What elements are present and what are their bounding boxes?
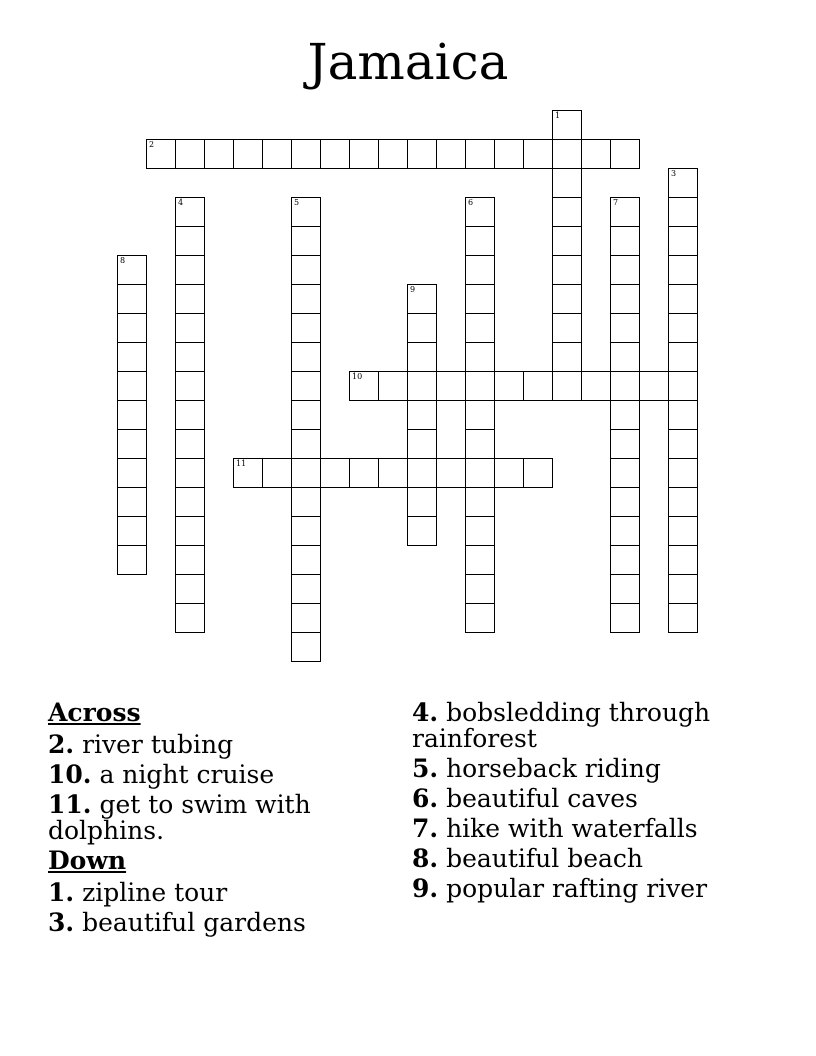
grid-cell[interactable] xyxy=(465,603,495,633)
grid-cell[interactable] xyxy=(465,574,495,604)
grid-cell[interactable] xyxy=(436,458,466,488)
clue-3-down xyxy=(48,910,348,936)
grid-cell[interactable] xyxy=(523,458,553,488)
grid-cell[interactable] xyxy=(175,284,205,314)
grid-cell[interactable] xyxy=(465,458,495,488)
grid-cell[interactable] xyxy=(291,197,321,227)
grid-cell[interactable] xyxy=(407,342,437,372)
grid-cell[interactable] xyxy=(117,458,147,488)
grid-cell[interactable] xyxy=(668,226,698,256)
grid-cell[interactable] xyxy=(465,284,495,314)
grid-cell[interactable] xyxy=(668,516,698,546)
clue-text: river tubing xyxy=(82,730,234,759)
grid-cell[interactable] xyxy=(175,400,205,430)
grid-cell[interactable] xyxy=(494,139,524,169)
clue-text: beautiful beach xyxy=(446,844,644,873)
grid-cell[interactable] xyxy=(552,110,582,140)
grid-cell[interactable] xyxy=(349,371,379,401)
grid-cell[interactable] xyxy=(407,516,437,546)
grid-cell[interactable] xyxy=(610,197,640,227)
grid-cell[interactable] xyxy=(175,574,205,604)
grid-cell[interactable] xyxy=(291,603,321,633)
grid-cell[interactable] xyxy=(117,342,147,372)
grid-cell[interactable] xyxy=(291,284,321,314)
grid-cell[interactable] xyxy=(175,516,205,546)
grid-cell[interactable] xyxy=(175,342,205,372)
clue-number: 5. xyxy=(412,754,439,783)
clue-text: hike with waterfalls xyxy=(446,814,698,843)
across-clue-list xyxy=(48,732,348,844)
grid-cell[interactable] xyxy=(117,516,147,546)
grid-cell[interactable] xyxy=(262,139,292,169)
grid-cell[interactable] xyxy=(291,371,321,401)
cell-number: 6 xyxy=(468,198,474,207)
grid-cell[interactable] xyxy=(175,197,205,227)
clue-number: 2. xyxy=(48,730,75,759)
grid-cell[interactable] xyxy=(117,545,147,575)
grid-cell[interactable] xyxy=(610,139,640,169)
grid-cell[interactable] xyxy=(465,313,495,343)
grid-cell[interactable] xyxy=(668,545,698,575)
page-title: Jamaica xyxy=(307,33,509,91)
grid-cell[interactable] xyxy=(378,458,408,488)
clue-11-across xyxy=(48,792,348,844)
grid-cell[interactable] xyxy=(465,371,495,401)
grid-cell[interactable] xyxy=(610,226,640,256)
grid-cell[interactable] xyxy=(175,429,205,459)
grid-cell[interactable] xyxy=(465,139,495,169)
grid-cell[interactable] xyxy=(465,545,495,575)
grid-cell[interactable] xyxy=(291,313,321,343)
grid-cell[interactable] xyxy=(175,226,205,256)
grid-cell[interactable] xyxy=(523,139,553,169)
clue-number: 9. xyxy=(412,874,439,903)
grid-cell[interactable] xyxy=(668,197,698,227)
clue-8-down xyxy=(412,846,732,872)
grid-cell[interactable] xyxy=(465,255,495,285)
grid-cell[interactable] xyxy=(668,168,698,198)
grid-cell[interactable] xyxy=(494,458,524,488)
grid-cell[interactable] xyxy=(610,400,640,430)
grid-cell[interactable] xyxy=(407,371,437,401)
grid-cell[interactable] xyxy=(465,197,495,227)
grid-cell[interactable] xyxy=(117,487,147,517)
grid-cell[interactable] xyxy=(175,313,205,343)
grid-cell[interactable] xyxy=(117,255,147,285)
clues-right-column xyxy=(412,700,732,906)
grid-cell[interactable] xyxy=(175,458,205,488)
grid-cell[interactable] xyxy=(117,429,147,459)
grid-cell[interactable] xyxy=(523,371,553,401)
grid-cell[interactable] xyxy=(668,371,698,401)
clue-2-across xyxy=(48,732,348,758)
grid-cell[interactable] xyxy=(668,284,698,314)
grid-cell[interactable] xyxy=(668,487,698,517)
grid-cell[interactable] xyxy=(349,139,379,169)
grid-cell[interactable] xyxy=(668,400,698,430)
grid-cell[interactable] xyxy=(117,313,147,343)
grid-cell[interactable] xyxy=(465,400,495,430)
grid-cell[interactable] xyxy=(436,139,466,169)
grid-cell[interactable] xyxy=(117,400,147,430)
grid-cell[interactable] xyxy=(668,313,698,343)
cell-number: 11 xyxy=(236,459,247,468)
grid-cell[interactable] xyxy=(552,197,582,227)
clue-text: horseback riding xyxy=(446,754,661,783)
clue-number: 8. xyxy=(412,844,439,873)
grid-cell[interactable] xyxy=(552,226,582,256)
cell-number: 5 xyxy=(294,198,300,207)
down-clue-list-part-1 xyxy=(48,880,348,936)
grid-cell[interactable] xyxy=(610,371,640,401)
grid-cell[interactable] xyxy=(465,487,495,517)
grid-cell[interactable] xyxy=(204,139,234,169)
grid-cell[interactable] xyxy=(175,371,205,401)
down-heading: Down xyxy=(48,846,127,875)
grid-cell[interactable] xyxy=(610,545,640,575)
grid-cell[interactable] xyxy=(668,603,698,633)
grid-cell[interactable] xyxy=(552,371,582,401)
grid-cell[interactable] xyxy=(291,226,321,256)
clue-number: 10. xyxy=(48,760,92,789)
clue-6-down xyxy=(412,786,732,812)
grid-cell[interactable] xyxy=(175,255,205,285)
cell-number: 3 xyxy=(671,169,677,178)
grid-cell[interactable] xyxy=(610,429,640,459)
grid-cell[interactable] xyxy=(407,429,437,459)
grid-cell[interactable] xyxy=(639,371,669,401)
grid-cell[interactable] xyxy=(407,313,437,343)
grid-cell[interactable] xyxy=(436,371,466,401)
grid-cell[interactable] xyxy=(610,342,640,372)
clues-section xyxy=(0,700,816,1000)
clue-4-down xyxy=(412,700,732,752)
clue-text: popular rafting river xyxy=(446,874,708,903)
grid-cell[interactable] xyxy=(291,574,321,604)
clue-10-across xyxy=(48,762,348,788)
grid-cell[interactable] xyxy=(175,603,205,633)
cell-number: 4 xyxy=(178,198,184,207)
grid-cell[interactable] xyxy=(610,284,640,314)
grid-cell[interactable] xyxy=(291,342,321,372)
grid-cell[interactable] xyxy=(407,139,437,169)
grid-cell[interactable] xyxy=(117,284,147,314)
grid-cell[interactable] xyxy=(552,255,582,285)
clue-text: bobsledding through rainforest xyxy=(412,698,711,753)
grid-cell[interactable] xyxy=(262,458,292,488)
grid-cell[interactable] xyxy=(581,371,611,401)
clue-text: get to swim with dolphins. xyxy=(48,790,311,845)
clue-7-down xyxy=(412,816,732,842)
grid-cell[interactable] xyxy=(610,458,640,488)
grid-cell[interactable] xyxy=(291,545,321,575)
grid-cell[interactable] xyxy=(668,458,698,488)
grid-cell[interactable] xyxy=(349,458,379,488)
grid-cell[interactable] xyxy=(233,139,263,169)
grid-cell[interactable] xyxy=(610,574,640,604)
across-heading: Across xyxy=(48,698,141,727)
cell-number: 7 xyxy=(613,198,619,207)
grid-cell[interactable] xyxy=(668,574,698,604)
clue-number: 1. xyxy=(48,878,75,907)
grid-cell[interactable] xyxy=(175,139,205,169)
grid-cell[interactable] xyxy=(494,371,524,401)
clue-text: zipline tour xyxy=(82,878,228,907)
grid-cell[interactable] xyxy=(552,313,582,343)
grid-cell[interactable] xyxy=(378,371,408,401)
grid-cell[interactable] xyxy=(552,168,582,198)
grid-cell[interactable] xyxy=(291,487,321,517)
clue-number: 3. xyxy=(48,908,75,937)
grid-cell[interactable] xyxy=(552,284,582,314)
clue-number: 4. xyxy=(412,698,439,727)
clue-9-down xyxy=(412,876,732,902)
grid-cell[interactable] xyxy=(291,139,321,169)
cell-number: 2 xyxy=(149,140,155,149)
cell-number: 10 xyxy=(352,372,363,381)
grid-cell[interactable] xyxy=(465,226,495,256)
grid-cell[interactable] xyxy=(175,545,205,575)
clues-left-column xyxy=(48,700,348,940)
grid-cell[interactable] xyxy=(552,139,582,169)
grid-cell[interactable] xyxy=(320,139,350,169)
grid-cell[interactable] xyxy=(610,603,640,633)
grid-cell[interactable] xyxy=(291,400,321,430)
grid-cell[interactable] xyxy=(407,487,437,517)
grid-cell[interactable] xyxy=(610,487,640,517)
grid-cell[interactable] xyxy=(146,139,176,169)
grid-cell[interactable] xyxy=(291,516,321,546)
grid-cell[interactable] xyxy=(407,400,437,430)
grid-cell[interactable] xyxy=(233,458,263,488)
cell-number: 9 xyxy=(410,285,416,294)
grid-cell[interactable] xyxy=(291,632,321,662)
clue-5-down xyxy=(412,756,732,782)
clue-number: 7. xyxy=(412,814,439,843)
clue-1-down xyxy=(48,880,348,906)
clue-number: 11. xyxy=(48,790,92,819)
grid-cell[interactable] xyxy=(465,516,495,546)
clue-text: a night cruise xyxy=(99,760,275,789)
grid-cell[interactable] xyxy=(610,516,640,546)
grid-cell[interactable] xyxy=(175,487,205,517)
grid-cell[interactable] xyxy=(291,429,321,459)
grid-cell[interactable] xyxy=(465,429,495,459)
grid-cell[interactable] xyxy=(320,458,350,488)
grid-cell[interactable] xyxy=(291,255,321,285)
grid-cell[interactable] xyxy=(465,342,495,372)
grid-cell[interactable] xyxy=(668,255,698,285)
clue-number: 6. xyxy=(412,784,439,813)
grid-cell[interactable] xyxy=(407,284,437,314)
grid-cell[interactable] xyxy=(117,371,147,401)
grid-cell[interactable] xyxy=(378,139,408,169)
grid-cell[interactable] xyxy=(668,342,698,372)
cell-number: 8 xyxy=(120,256,126,265)
clue-text: beautiful caves xyxy=(446,784,638,813)
clue-text: beautiful gardens xyxy=(82,908,306,937)
grid-cell[interactable] xyxy=(291,458,321,488)
cell-number: 1 xyxy=(555,111,561,120)
grid-cell[interactable] xyxy=(581,139,611,169)
grid-cell[interactable] xyxy=(610,313,640,343)
grid-cell[interactable] xyxy=(610,255,640,285)
grid-cell[interactable] xyxy=(552,342,582,372)
grid-cell[interactable] xyxy=(407,458,437,488)
grid-cell[interactable] xyxy=(668,429,698,459)
